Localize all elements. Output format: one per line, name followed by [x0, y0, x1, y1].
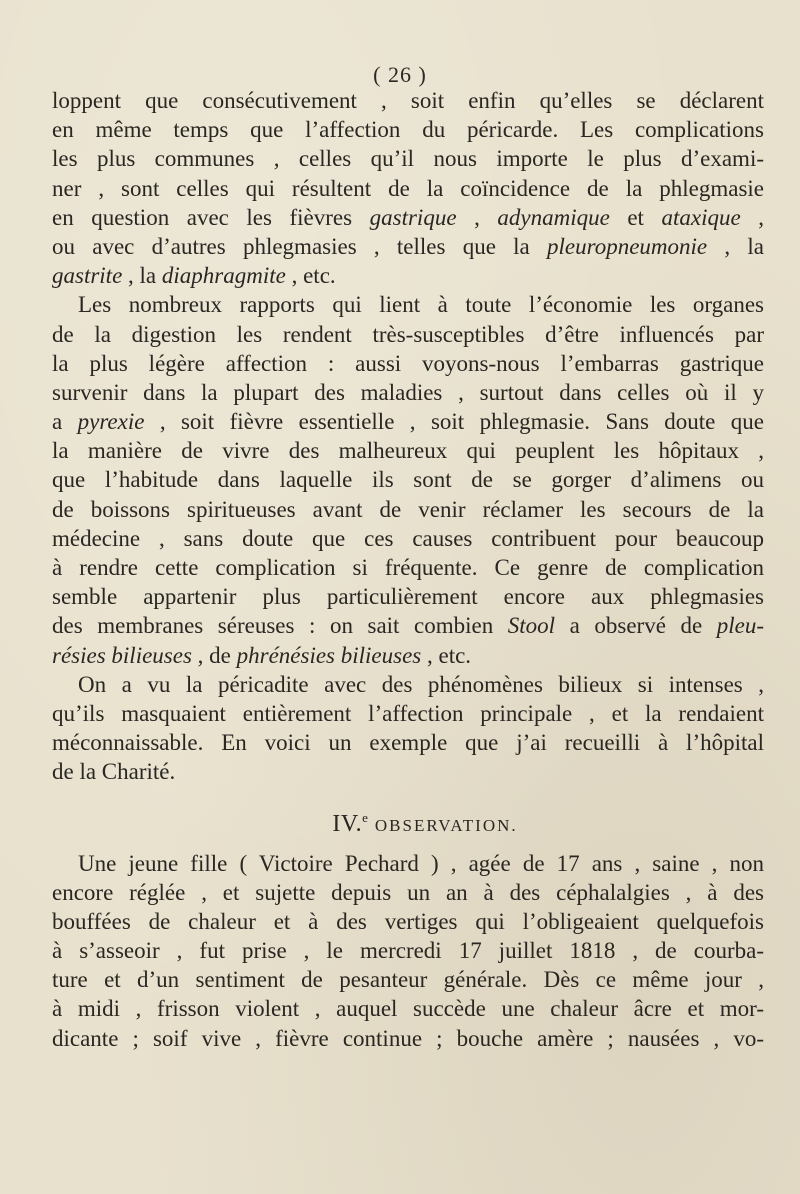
text-line: dicante ; soif vive , fièvre continue ; bouche amère ; nausées , vo- — [52, 1025, 764, 1051]
italic-term: phrénésies bilieuses — [236, 642, 422, 668]
italic-term: pleuropneumonie — [547, 233, 708, 259]
text-line: ner , sont celles qui résultent de la coïncidence de la phlegmasie — [52, 175, 764, 201]
italic-term: gastrique — [369, 204, 457, 230]
text-line: loppent que consécutivement , soit enfin qu’elles se déclarent — [52, 88, 764, 113]
italic-term: pyrexie — [77, 409, 145, 435]
text-line: la manière de vivre des malheureux qui peuplent les hôpitaux , — [52, 438, 764, 464]
text-line: en même temps que l’affection du péricarde. Les complications — [52, 117, 764, 143]
text-line: résies bilieuses , de phrénésies bilieuses , etc. — [52, 642, 472, 668]
text-line: de boissons spiritueuses avant de venir réclamer les secours de la — [52, 496, 764, 522]
page-number: ( 26 ) — [373, 62, 427, 87]
text-line: les plus communes , celles qu’il nous importe le plus d’exami- — [52, 146, 764, 172]
text-line: ture et d’un sentiment de pesanteur générale. Dès ce même jour , — [52, 967, 764, 993]
text-line: survenir dans la plupart des maladies , surtout dans celles où il y — [52, 379, 764, 405]
text-line: en question avec les fièvres gastrique , adynamique et ataxique , — [52, 204, 764, 230]
text-line: qu’ils masquaient entièrement l’affection principale , et la rendaient — [52, 700, 764, 726]
italic-term: Stool — [507, 613, 556, 639]
text-line: la plus légère affection : aussi voyons-nous l’embarras gastrique — [52, 350, 764, 376]
text-line: semble appartenir plus particulièrement encore aux phlegmasies — [52, 584, 764, 610]
text-line: Les nombreux rapports qui lient à toute l’économie les organes — [78, 292, 764, 318]
text-line: à midi , frisson violent , auquel succède une chaleur âcre et mor- — [52, 996, 764, 1022]
text-line: a pyrexie , soit fièvre essentielle , soit phlegmasie. Sans doute que — [52, 409, 764, 435]
body-text — [52, 86, 764, 1053]
text-line: gastrite , la diaphragmite , etc. — [52, 263, 336, 289]
text-line: que l’habitude dans laquelle ils sont de se gorger d’alimens ou — [52, 467, 764, 493]
text-line: médecine , sans doute que ces causes contribuent pour beaucoup — [52, 525, 764, 551]
text-line: à rendre cette complication si fréquente. Ce genre de complication — [52, 555, 764, 580]
text-line: Une jeune fille ( Victoire Pechard ) , agée de 17 ans , saine , non — [78, 850, 764, 876]
italic-term: pleu- — [716, 613, 764, 639]
text-line: encore réglée , et sujette depuis un an à des céphalalgies , à des — [52, 879, 764, 905]
text-line: On a vu la péricadite avec des phénomènes bilieux si intenses , — [78, 671, 764, 697]
italic-term: adynamique — [497, 204, 610, 230]
text-line: à s’asseoir , fut prise , le mercredi 17 juillet 1818 , de courba- — [52, 938, 764, 964]
text-line: des membranes séreuses : on sait combien Stool a observé de pleu- — [52, 613, 764, 639]
text-line: ou avec d’autres phlegmasies , telles que la pleuropneumonie , la — [52, 233, 764, 259]
italic-term: gastrite — [52, 263, 123, 289]
italic-term: ataxique — [661, 204, 741, 230]
text-line: de la Charité. — [52, 759, 176, 785]
text-line: méconnaissable. En voici un exemple que j’ai recueilli à l’hôpital — [52, 730, 764, 756]
italic-term: diaphragmite — [161, 263, 286, 289]
text-line: bouffées de chaleur et à des vertiges qui l’obligeaient quelquefois — [52, 908, 764, 934]
section-heading: IV.$^e$ OBSERVATION. — [332, 809, 518, 837]
text-line: de la digestion les rendent très-susceptibles d’être influencés par — [52, 321, 764, 347]
italic-term: résies bilieuses — [52, 642, 192, 668]
